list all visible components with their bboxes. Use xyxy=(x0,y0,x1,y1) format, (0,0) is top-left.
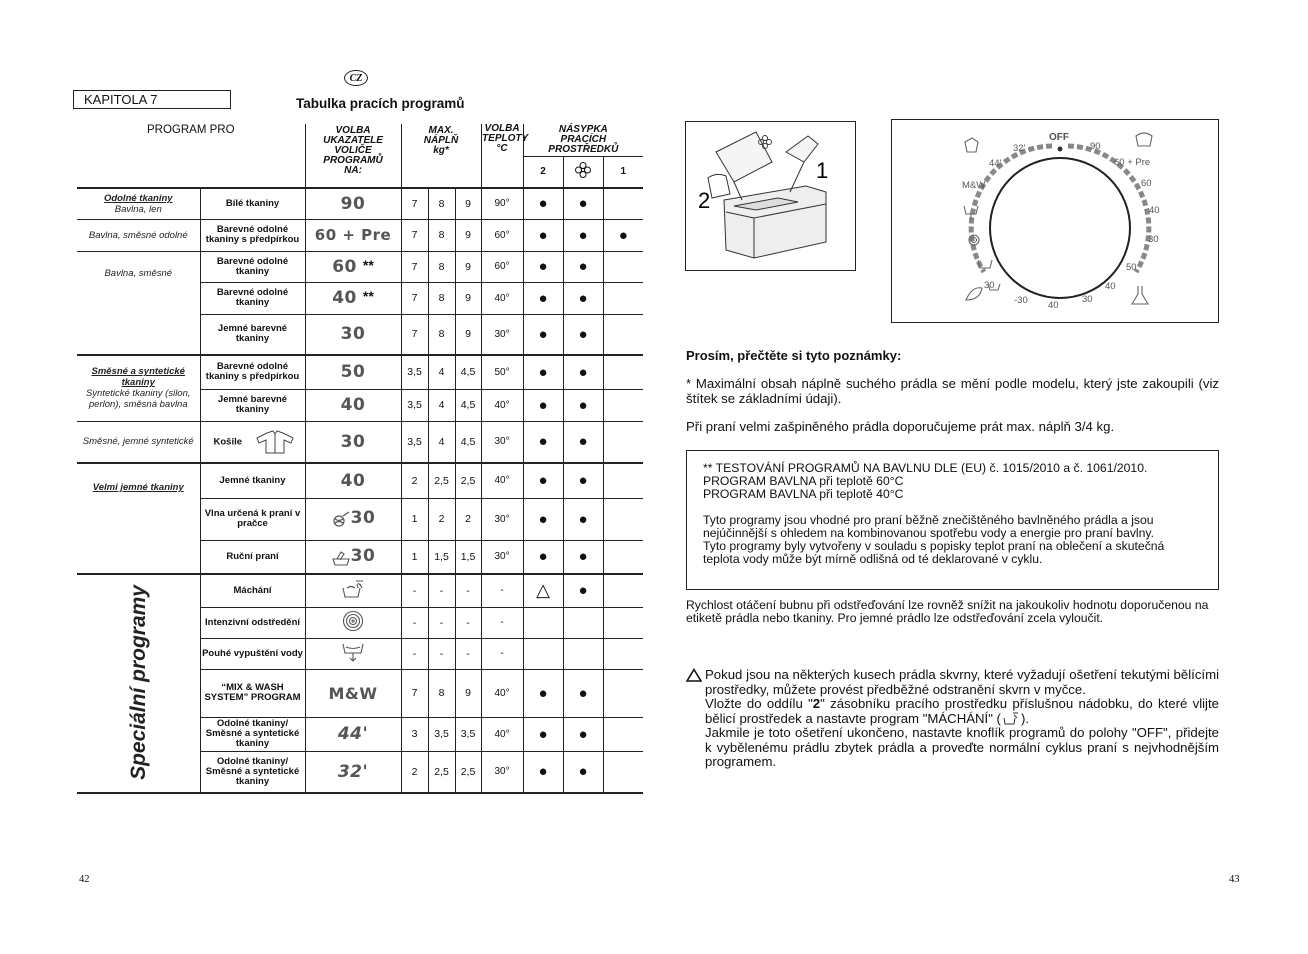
load-value: 3,5 xyxy=(401,421,428,463)
load-value: 3 xyxy=(401,717,428,751)
dispenser-mark: ● xyxy=(563,355,603,389)
dispenser-mark: ● xyxy=(523,314,563,355)
selector-value: 60 ** xyxy=(305,251,401,282)
spin-icon xyxy=(342,610,364,632)
load-value: - xyxy=(401,638,428,669)
program-name: Jemné barevné tkaniny xyxy=(200,314,305,355)
selector-value: 30 xyxy=(305,421,401,463)
label-2: 2 xyxy=(698,188,711,213)
dispenser-mark xyxy=(523,638,563,669)
program-name: Jemné barevné tkaniny xyxy=(200,389,305,421)
group-label: Směsné a syntetické tkaniny Syntetické tkaniny (silon, perlon), směsná bavlna xyxy=(77,355,200,421)
dial-label: 40 xyxy=(1105,281,1116,292)
temp-value: 60° xyxy=(481,219,523,251)
program-dial-illustration xyxy=(891,119,1219,323)
load-value: 3,5 xyxy=(401,355,428,389)
load-value: 3,5 xyxy=(428,717,455,751)
load-value: 4,5 xyxy=(455,355,481,389)
load-value: 8 xyxy=(428,251,455,282)
load-value: 7 xyxy=(401,669,428,717)
bleach-note xyxy=(686,668,1219,770)
load-value: - xyxy=(455,607,481,638)
load-value: 8 xyxy=(428,669,455,717)
dial-label: 30 xyxy=(984,280,995,291)
program-name: Odolné tkaniny/ Směsné a syntetické tkaniny xyxy=(200,717,305,751)
table-row xyxy=(77,463,643,498)
dispenser-mark: ● xyxy=(523,498,563,540)
dial-label: M&W xyxy=(962,180,986,191)
selector-value: 90 xyxy=(305,188,401,219)
load-value: - xyxy=(428,574,455,607)
load-value: 7 xyxy=(401,219,428,251)
table-row xyxy=(77,188,643,219)
selector-value xyxy=(305,638,401,669)
dispenser-mark: ● xyxy=(523,251,563,282)
dispenser-mark xyxy=(603,498,643,540)
detergent-drawer-illustration xyxy=(685,121,856,271)
shirt-icon xyxy=(965,138,978,152)
temp-value: 40° xyxy=(481,717,523,751)
load-value: 8 xyxy=(428,188,455,219)
program-name: “MIX & WASH SYSTEM” PROGRAM xyxy=(200,669,305,717)
group-label: Velmi jemné tkaniny xyxy=(77,463,200,574)
table-row xyxy=(77,574,643,607)
temp-value: 30° xyxy=(481,540,523,574)
load-value: 9 xyxy=(455,251,481,282)
dispenser-mark: ● xyxy=(523,751,563,793)
group-label: Odolné tkaniny Bavlna, len xyxy=(77,188,200,219)
dispenser-mark: ● xyxy=(523,282,563,314)
table-row xyxy=(77,251,643,282)
load-value: - xyxy=(401,574,428,607)
dispenser-mark: ● xyxy=(563,251,603,282)
language-badge: CZ xyxy=(344,70,368,86)
dispenser-mark xyxy=(603,574,643,607)
load-value: 4,5 xyxy=(455,421,481,463)
dispenser-mark xyxy=(603,463,643,498)
dispenser-mark: ● xyxy=(523,463,563,498)
test-box-line: PROGRAM BAVLNA při teplotě 60°C xyxy=(703,474,904,488)
temp-value: 90° xyxy=(481,188,523,219)
temp-value: 50° xyxy=(481,355,523,389)
load-value: - xyxy=(401,607,428,638)
flower-icon xyxy=(574,161,592,179)
selector-value: 40 ** xyxy=(305,282,401,314)
load-value: 4 xyxy=(428,355,455,389)
dispenser-mark xyxy=(603,638,643,669)
header-compartment-flower xyxy=(563,156,603,188)
temp-value: 30° xyxy=(481,751,523,793)
dispenser-mark: ● xyxy=(563,669,603,717)
dispenser-mark xyxy=(603,355,643,389)
program-name: Ruční praní xyxy=(200,540,305,574)
program-name: Odolné tkaniny/ Směsné a syntetické tkaniny xyxy=(200,751,305,793)
dispenser-mark: ● xyxy=(523,669,563,717)
load-value: 7 xyxy=(401,188,428,219)
load-value: 7 xyxy=(401,282,428,314)
load-value: 1,5 xyxy=(428,540,455,574)
load-value: - xyxy=(455,574,481,607)
temp-value: 40° xyxy=(481,669,523,717)
dial-label: 90 xyxy=(1090,141,1101,152)
dial-label: 30 xyxy=(1148,234,1159,245)
dispenser-mark: ● xyxy=(563,717,603,751)
dispenser-mark xyxy=(603,389,643,421)
load-value: 2 xyxy=(401,751,428,793)
selector-value: 50 xyxy=(305,355,401,389)
selector-value: 30 xyxy=(305,498,401,540)
program-name: Intenzivní odstředění xyxy=(200,607,305,638)
group-label: Směsné, jemné syntetické xyxy=(77,421,200,463)
dispenser-mark: ● xyxy=(563,389,603,421)
load-value: 9 xyxy=(455,669,481,717)
header-temp: VOLBA TEPLOTY °C xyxy=(481,124,523,188)
selector-value: 40 xyxy=(305,389,401,421)
dispenser-mark xyxy=(603,251,643,282)
program-name: Košile xyxy=(200,421,305,463)
test-box-line: ** TESTOVÁNÍ PROGRAMŮ NA BAVLNU DLE (EU) č. 1015/2010 a č. 1061/2010. xyxy=(703,461,1148,475)
load-value: 7 xyxy=(401,251,428,282)
dial-label: 40 xyxy=(1149,205,1160,216)
dial-label: 40 xyxy=(1048,300,1059,311)
bleach-note-line: Pokud jsou na některých kusech prádla skvrny, které vyžadují ošetření tekutými bělícími prostředky, můžete provést předběžné odstranění skvrn v myčce. xyxy=(705,667,1219,697)
eco-icon xyxy=(966,288,982,300)
dispenser-mark xyxy=(603,751,643,793)
page-number-left: 42 xyxy=(79,874,90,885)
load-value: 1 xyxy=(401,498,428,540)
dispenser-mark: ● xyxy=(563,219,603,251)
program-name: Bílé tkaniny xyxy=(200,188,305,219)
dispenser-mark: ● xyxy=(523,219,563,251)
temp-value: 40° xyxy=(481,463,523,498)
shirt-icon xyxy=(253,430,297,454)
program-name: Pouhé vypuštění vody xyxy=(200,638,305,669)
test-box-line: Tyto programy byly vytvořeny v souladu s popisky teplot praní na oblečení a skutečná teplota vody může být mírně odlišná od té deklarované v cyklu. xyxy=(703,539,1165,566)
dispenser-mark: ● xyxy=(523,717,563,751)
load-value: 3,5 xyxy=(401,389,428,421)
selector-value xyxy=(305,607,401,638)
hand-wash-icon xyxy=(331,549,351,567)
dispenser-mark xyxy=(563,607,603,638)
dispenser-mark: ● xyxy=(563,463,603,498)
selector-value: 60 + Pre xyxy=(305,219,401,251)
selector-value: 30 xyxy=(305,540,401,574)
flask-icon xyxy=(1132,286,1148,304)
temp-value: 40° xyxy=(481,389,523,421)
bleach-note-line: Vložte do oddílu "2" zásobníku pracího prostředku příslušnou nádobku, do které vlijte bělicí prostředek a nastavte program "MÁCHÁNÍ" ( ). xyxy=(705,696,1219,726)
test-programs-box xyxy=(686,450,1219,590)
dispenser-mark xyxy=(603,717,643,751)
dispenser-mark: ● xyxy=(523,389,563,421)
dispenser-mark xyxy=(563,638,603,669)
load-value: 2,5 xyxy=(455,751,481,793)
temp-value: 30° xyxy=(481,421,523,463)
dispenser-mark xyxy=(603,314,643,355)
wool-icon xyxy=(1136,133,1152,146)
dial-label: 60 + Pre xyxy=(1114,157,1151,168)
temp-value: 30° xyxy=(481,314,523,355)
program-name: Barevné odolné tkaniny xyxy=(200,251,305,282)
bleach-note-line: Jakmile je toto ošetření ukončeno, nastavte knoflík programů do polohy "OFF", přidejte k vybělenému prádlu zbytek prádla a proveďte normální cyklus praní s nejvhodnějším programem. xyxy=(705,725,1219,769)
program-name: Barevné odolné tkaniny s předpírkou xyxy=(200,355,305,389)
load-value: 8 xyxy=(428,219,455,251)
dispenser-mark: ● xyxy=(563,282,603,314)
drain-icon xyxy=(341,641,365,663)
load-value: 2 xyxy=(401,463,428,498)
dispenser-mark xyxy=(603,607,643,638)
load-value: 9 xyxy=(455,219,481,251)
dispenser-mark: ● xyxy=(523,540,563,574)
header-program: PROGRAM PRO xyxy=(77,124,305,188)
dispenser-mark: ● xyxy=(563,751,603,793)
dispenser-mark: ● xyxy=(603,219,643,251)
dial-label: 50 xyxy=(1126,262,1137,273)
table-title: Tabulka pracích programů xyxy=(296,96,465,111)
header-compartment-1: 1 xyxy=(620,166,627,178)
program-table xyxy=(77,124,643,794)
chapter-label: KAPITOLA 7 xyxy=(73,90,231,109)
selector-value: 40 xyxy=(305,463,401,498)
load-value: 3,5 xyxy=(455,717,481,751)
load-value: 1,5 xyxy=(455,540,481,574)
dispenser-mark xyxy=(603,282,643,314)
dispenser-mark: ● xyxy=(523,355,563,389)
header-dispenser: NÁSYPKA PRACÍCH PROSTŘEDKŮ xyxy=(523,124,643,156)
warning-triangle-icon xyxy=(686,668,702,682)
load-value: 1 xyxy=(401,540,428,574)
program-name: Jemné tkaniny xyxy=(200,463,305,498)
load-value: 9 xyxy=(455,188,481,219)
group-label: Bavlna, směsné odolné xyxy=(77,219,200,251)
rinse-icon xyxy=(1003,712,1019,725)
header-compartment-2: 2 xyxy=(523,156,563,188)
dispenser-mark: ● xyxy=(563,421,603,463)
note-heavy-soil: Při praní velmi zašpiněného prádla doporučujeme prát max. náplň 3/4 kg. xyxy=(686,419,1115,434)
program-name: Vlna určená k praní v pračce xyxy=(200,498,305,540)
temp-value: - xyxy=(481,638,523,669)
selector-value: 44' xyxy=(305,717,401,751)
table-row xyxy=(77,421,643,463)
page-number-right: 43 xyxy=(1229,874,1240,885)
dispenser-mark: ● xyxy=(563,188,603,219)
load-value: 2 xyxy=(455,498,481,540)
table-row xyxy=(77,355,643,389)
load-value: 2 xyxy=(428,498,455,540)
load-value: 7 xyxy=(401,314,428,355)
group-label: Bavlna, směsné xyxy=(77,251,200,355)
dispenser-mark xyxy=(523,607,563,638)
dial-label: 44' xyxy=(989,158,1002,169)
dispenser-mark xyxy=(603,669,643,717)
note-max-load: * Maximální obsah náplně suchého prádla se mění podle modelu, který jste zakoupili (viz štítek se základními údaji). xyxy=(686,376,1219,406)
load-value: - xyxy=(428,638,455,669)
dispenser-mark xyxy=(603,188,643,219)
load-value: 9 xyxy=(455,282,481,314)
selector-value xyxy=(305,574,401,607)
dial-label: 60 xyxy=(1141,178,1152,189)
load-value: 2,5 xyxy=(428,463,455,498)
dispenser-mark: ● xyxy=(563,314,603,355)
header-selector: VOLBA UKAZATELE VOLIČE PROGRAMŮ NA: xyxy=(305,124,401,188)
dispenser-mark xyxy=(603,421,643,463)
selector-value: M&W xyxy=(305,669,401,717)
dial-label: 30 xyxy=(1082,294,1093,305)
program-name: Máchání xyxy=(200,574,305,607)
spin-speed-note: Rychlost otáčení bubnu při odstřeďování lze rovněž snížit na jakoukoliv hodnotu doporučenou na etiketě prádla nebo tkaniny. Pro jemné prádlo lze odstřeďování zcela vyloučit. xyxy=(686,598,1209,625)
temp-value: 40° xyxy=(481,282,523,314)
test-box-line: PROGRAM BAVLNA při teplotě 40°C xyxy=(703,487,904,501)
temp-value: - xyxy=(481,574,523,607)
dial-label: -30 xyxy=(1014,295,1028,306)
dispenser-mark: △ xyxy=(523,574,563,607)
rinse-icon xyxy=(341,579,365,599)
temp-value: 60° xyxy=(481,251,523,282)
load-value: 2,5 xyxy=(455,463,481,498)
load-value: 9 xyxy=(455,314,481,355)
special-programs-label: Speciální programy xyxy=(77,574,200,793)
selector-value: 32' xyxy=(305,751,401,793)
wool-icon xyxy=(331,510,351,530)
dial-label: 32' xyxy=(1013,143,1026,154)
load-value: 2,5 xyxy=(428,751,455,793)
load-value: 8 xyxy=(428,282,455,314)
load-value: - xyxy=(455,638,481,669)
notes-title: Prosím, přečtěte si tyto poznámky: xyxy=(686,348,902,363)
dispenser-mark: ● xyxy=(523,421,563,463)
load-value: - xyxy=(428,607,455,638)
program-name: Barevné odolné tkaniny s předpírkou xyxy=(200,219,305,251)
dispenser-mark xyxy=(603,540,643,574)
load-value: 8 xyxy=(428,314,455,355)
load-value: 4 xyxy=(428,389,455,421)
header-load: MAX. NÁPLŇ kg* xyxy=(401,124,481,188)
label-1: 1 xyxy=(816,158,829,183)
load-value: 4 xyxy=(428,421,455,463)
test-box-line: Tyto programy jsou vhodné pro praní běžně znečištěného bavlněného prádla a jsou nejúčinnější s ohledem na kombinovanou spotřebu vody a energie pro praní bavlny. xyxy=(703,513,1154,540)
program-name: Barevné odolné tkaniny xyxy=(200,282,305,314)
temp-value: 30° xyxy=(481,498,523,540)
dispenser-mark: ● xyxy=(563,498,603,540)
dispenser-mark: ● xyxy=(563,540,603,574)
temp-value: - xyxy=(481,607,523,638)
dial-off-label: OFF xyxy=(1049,132,1069,143)
load-value: 4,5 xyxy=(455,389,481,421)
table-row xyxy=(77,219,643,251)
dispenser-mark: ● xyxy=(523,188,563,219)
selector-value: 30 xyxy=(305,314,401,355)
dispenser-mark: ● xyxy=(563,574,603,607)
